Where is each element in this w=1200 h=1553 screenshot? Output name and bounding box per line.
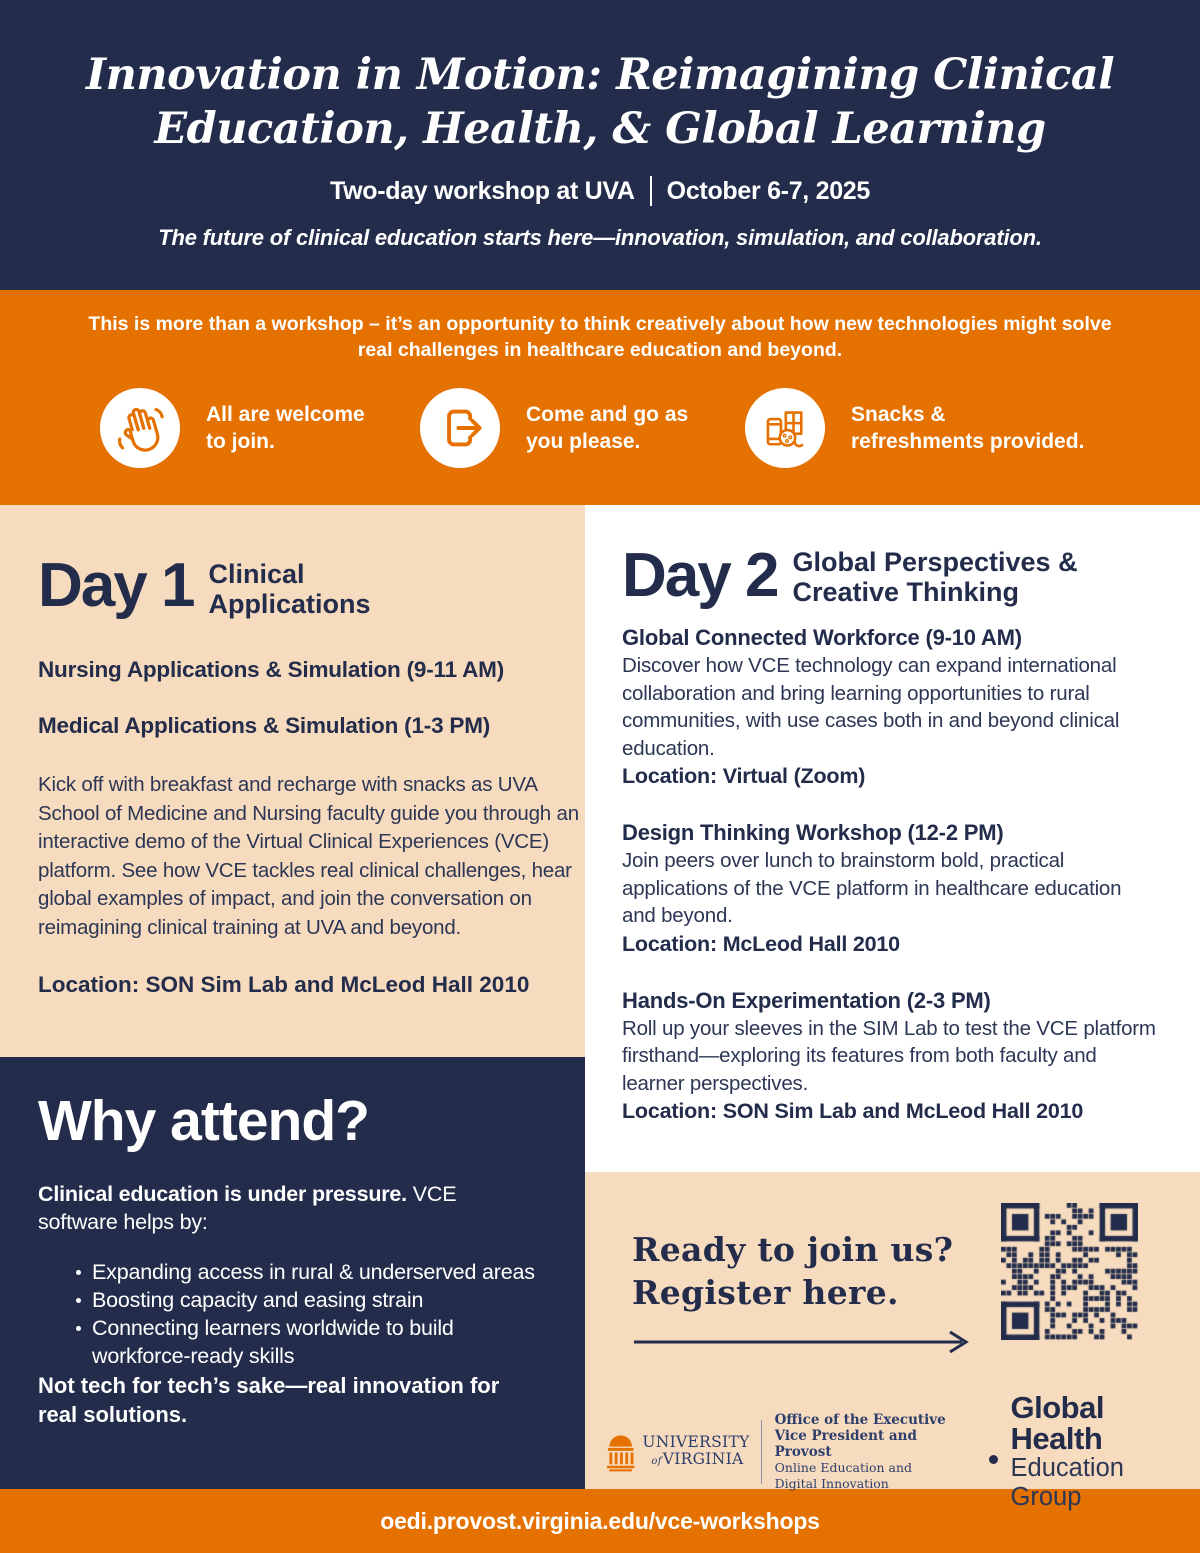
uva-virginia: VIRGINIA	[662, 1450, 744, 1468]
day2-heading: Day 2	[622, 541, 778, 610]
feature-label-line: Snacks &	[851, 403, 946, 426]
session-description: Discover how VCE technology can expand international collaboration and bring learning opportunities to rural communities, with use cases both in and beyond clinical education.	[622, 654, 1120, 760]
register-line: Register here.	[632, 1273, 899, 1312]
day2-subheading-line: Creative Thinking	[792, 577, 1019, 607]
title-line-1: Innovation in Motion: Reimagining Clinical	[85, 50, 1115, 100]
logo-row	[606, 1392, 1200, 1512]
day1-heading: Day 1	[38, 551, 194, 620]
session-title: Global Connected Workforce (9-10 AM)	[622, 625, 1022, 650]
feature-all-welcome	[100, 388, 420, 468]
page-title	[0, 0, 1200, 156]
feature-label-line: you please.	[526, 430, 641, 453]
subtitle-left: Two-day workshop at UVA	[329, 176, 635, 205]
feature-label	[851, 401, 1084, 455]
day1-session-2: Medical Applications & Simulation (1-3 PM)	[38, 713, 491, 738]
subtitle-divider	[650, 176, 652, 206]
qr-code[interactable]	[1001, 1203, 1138, 1340]
footer-url[interactable]: oedi.provost.virginia.edu/vce-workshops	[380, 1507, 820, 1534]
day2-section	[585, 505, 1200, 1172]
title-line-2: Education, Health, & Global Learning	[154, 104, 1046, 154]
feature-label-line: to join.	[206, 430, 275, 453]
logo-divider	[761, 1420, 762, 1484]
why-attend-section	[0, 1057, 585, 1489]
why-attend-lead-rest: VCE software helps by:	[38, 1182, 457, 1234]
header	[0, 0, 1200, 290]
office-line: Online Education and	[774, 1460, 913, 1475]
bullet-item: Expanding access in rural & underserved areas	[74, 1258, 537, 1286]
day1-location: Location: SON Sim Lab and McLeod Hall 2010	[38, 972, 530, 997]
why-attend-bullets	[38, 1258, 585, 1370]
day1-subheading-line: Clinical	[208, 559, 305, 589]
day2-subheading	[792, 547, 1077, 607]
day1-description: Kick off with breakfast and recharge with snacks as UVA School of Medicine and Nursing faculty guide you through an interactive demo of the Virtual Clinical Experiences (VCE) platform. See how VCE tackles real clinical challenges, hear global examples of impact, and join the conversation on reimagining clinical training at UVA and beyond.	[38, 773, 579, 939]
exit-door-icon	[420, 388, 500, 468]
feature-snacks	[745, 388, 1165, 468]
why-attend-lead-bold: Clinical education is under pressure.	[38, 1182, 407, 1206]
day1-subheading-line: Applications	[208, 589, 371, 619]
bullet-item: Connecting learners worldwide to build workforce-ready skills	[74, 1314, 537, 1370]
feature-label	[206, 401, 365, 455]
session-title: Hands-On Experimentation (2-3 PM)	[622, 987, 991, 1013]
uva-wordmark-line	[642, 1451, 749, 1470]
band-intro: This is more than a workshop – it’s an opportunity to think creatively about how new technologies might solve real challenges in healthcare education and beyond.	[88, 313, 1112, 361]
register-arrow-icon	[632, 1330, 982, 1354]
day2-heading-row	[622, 541, 1200, 610]
day1-subheading	[208, 559, 370, 619]
global-health-line: Global Health	[1010, 1390, 1104, 1456]
session-location: Location: McLeod Hall 2010	[622, 931, 900, 956]
right-column	[585, 505, 1200, 1511]
feature-label-line: Come and go as	[526, 403, 689, 426]
feature-label	[526, 401, 688, 455]
day2-session-2	[622, 819, 1200, 958]
day1-session-1: Nursing Applications & Simulation (9-11 AM)	[38, 657, 505, 682]
day2-subheading-line: Global Perspectives &	[792, 547, 1078, 577]
day1-section	[0, 505, 585, 1057]
feature-row	[0, 388, 1200, 468]
uva-of: of	[651, 1456, 662, 1467]
bullet-item: Boosting capacity and easing strain	[74, 1286, 537, 1314]
uva-wordmark-line: UNIVERSITY	[642, 1433, 750, 1451]
office-line: Digital Innovation	[774, 1476, 889, 1491]
session-description: Join peers over lunch to brainstorm bold, practical applications of the VCE platform in healthcare education and beyond.	[622, 849, 1122, 927]
global-health-line: Education Group	[1010, 1454, 1124, 1511]
session-location: Location: SON Sim Lab and McLeod Hall 2010	[622, 1099, 1084, 1123]
snacks-icon	[745, 388, 825, 468]
waving-hand-icon	[100, 388, 180, 468]
office-line: Vice President and Provost	[774, 1428, 917, 1460]
register-line: Ready to join us?	[632, 1230, 954, 1269]
session-description: Roll up your sleeves in the SIM Lab to test the VCE platform firsthand—exploring its features from both faculty and learner perspectives.	[622, 1016, 1156, 1095]
session-title: Design Thinking Workshop (12-2 PM)	[622, 820, 1004, 845]
day2-session-3	[622, 987, 1200, 1126]
uva-wordmark	[642, 1434, 749, 1470]
uva-rotunda-icon	[606, 1431, 635, 1473]
feature-label-line: All are welcome	[206, 403, 365, 426]
subtitle	[0, 176, 1200, 206]
day2-session-1	[622, 624, 1200, 790]
why-attend-lead	[38, 1180, 518, 1236]
why-attend-heading: Why attend?	[38, 1089, 369, 1153]
why-attend-closing: Not tech for tech’s sake—real innovation for real solutions.	[38, 1372, 500, 1427]
highlights-band	[0, 290, 1200, 505]
separator-dot	[989, 1455, 998, 1464]
session-location: Location: Virtual (Zoom)	[622, 764, 866, 788]
subtitle-right: October 6-7, 2025	[666, 176, 871, 205]
register-panel	[585, 1172, 1200, 1511]
day1-heading-row	[38, 551, 585, 620]
left-column	[0, 505, 585, 1489]
feature-come-and-go	[420, 388, 745, 468]
register-call-to-action	[632, 1228, 953, 1314]
tagline: The future of clinical education starts here—innovation, simulation, and collaboration.	[158, 225, 1042, 250]
feature-label-line: refreshments provided.	[851, 430, 1085, 453]
office-line: Office of the Executive	[774, 1412, 946, 1428]
global-health-wordmark	[1011, 1392, 1200, 1512]
provost-office-wordmark	[775, 1412, 975, 1492]
main-columns	[0, 505, 1200, 1511]
